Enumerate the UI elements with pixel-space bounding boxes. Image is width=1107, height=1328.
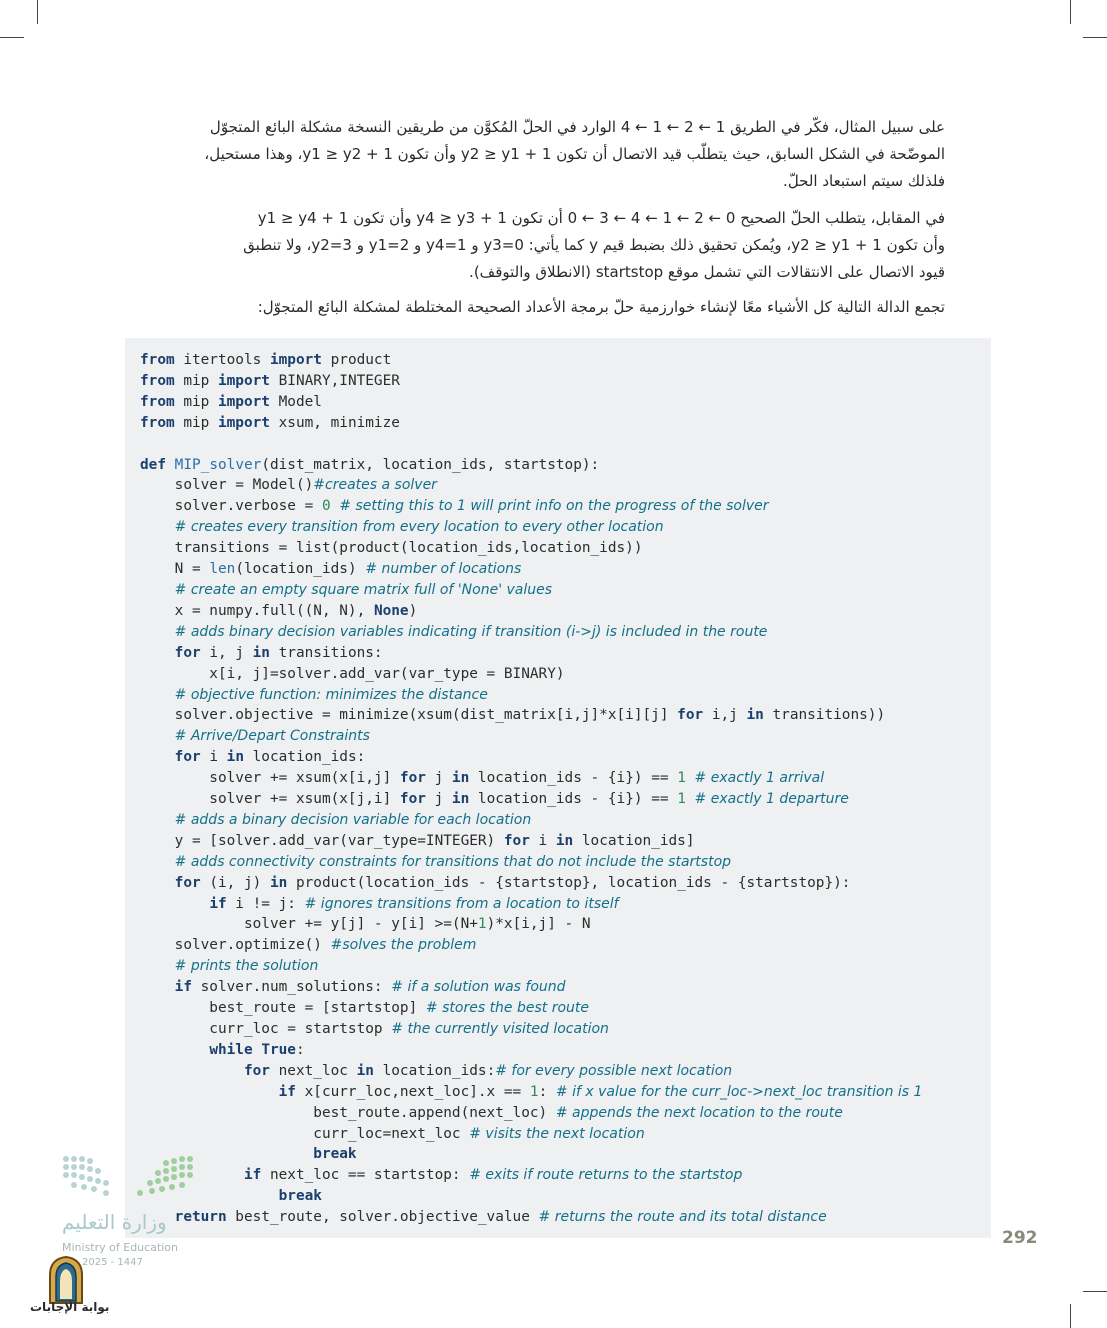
arabic-paragraph-1-line-3: فلذلك سيتم استبعاد الحلّ. [783,172,945,190]
code-line: # creates every transition from every location to every other location [174,519,664,536]
code-line: N = len(location_ids) # number of locations [140,561,522,578]
crop-mark-right-top [1083,37,1107,38]
crop-mark-right-bottom [1083,1291,1107,1292]
code-line: for i in location_ids: [174,749,366,766]
code-line: for (i, j) in product(location_ids - {startstop}, location_ids - {startstop}): [174,874,851,891]
code-line: for i, j in transitions: [174,644,383,661]
code-line: # create an empty square matrix full of 'None' values [174,581,553,598]
code-line: best_route.append(next_loc) # appends the next location to the route [140,1104,843,1121]
code-line: curr_loc=next_loc # visits the next location [140,1125,645,1142]
code-line: # adds binary decision variables indicating if transition (i->j) is included in the route [174,623,768,640]
code-line: return best_route, solver.objective_value # returns the route and its total distance [174,1209,827,1226]
ministry-arabic-name: وزارة التعليم [62,1210,167,1234]
crop-mark-top-right [1070,0,1071,24]
arabic-paragraph-2-line-3: قيود الاتصال على الانتقالات التي تشمل موقع startstop (الانطلاق والتوقف). [469,263,945,281]
code-line: solver += y[j] - y[i] >=(N+1)*x[i,j] - N [140,916,591,933]
code-line: if next_loc == startstop: # exits if route returns to the startstop [243,1167,743,1184]
code-line: if x[curr_loc,next_loc].x == 1: # if x value for the curr_loc->next_loc transition is 1 [278,1083,923,1100]
arabic-paragraph-2: في المقابل، يتطلب الحلّ الصحيح 0 ← 2 ← 1 ← 4 ← 3 ← 0 أن تكون y4 ≥ y3 + 1 وأن تكون y1 ≥ y4 + 1 [257,209,945,227]
code-line: curr_loc = startstop # the currently visited location [140,1021,609,1037]
code-listing [140,350,922,1228]
crop-mark-bottom-right [1070,1304,1071,1328]
arabic-paragraph-3: تجمع الدالة التالية كل الأشياء معًا لإنشاء خوارزمية حلّ برمجة الأعداد الصحيحة المختلطة لمشكلة البائع المتجوّل: [257,298,945,316]
code-line: # adds a binary decision variable for each location [174,811,532,828]
ministry-year: 2025 - 1447 [82,1257,143,1268]
code-line: solver += xsum(x[j,i] for j in location_ids - {i}) == 1 # exactly 1 departure [140,791,849,808]
code-line: # Arrive/Depart Constraints [174,728,370,745]
code-line: # prints the solution [174,958,319,975]
code-line: # adds connectivity constraints for transitions that do not include the startstop [174,853,732,870]
code-line: y = [solver.add_var(var_type=INTEGER) for i in location_ids] [140,832,695,849]
code-line: from itertools import product [140,352,392,368]
code-line: from mip import Model [140,393,322,410]
code-line: for next_loc in location_ids:# for every possible next location [243,1062,733,1079]
arabic-paragraph-1: على سبيل المثال، فكّر في الطريق 1 ← 2 ← 1 ← 4 الوارد في الحلّ المُكوَّن من طريقين النسخة مشكلة البائع المتجوّل [209,118,945,136]
code-line: from mip import BINARY,INTEGER [140,372,400,389]
code-line: def MIP_solver(dist_matrix, location_ids, startstop): [140,456,600,473]
arabic-paragraph-1-line-2: الموضّحة في الشكل السابق، حيث يتطلّب قيد الاتصال أن تكون y2 ≥ y1 + 1 وأن تكون y1 ≥ y2 + 1، وهذا مستحيل، [204,145,945,163]
arabic-paragraph-2-line-2: وأن تكون y2 ≥ y1 + 1، ويُمكن تحقيق ذلك بضبط قيم y كما يأتي: y3=0 و y4=1 و y1=2 و y2=3، ولا تنطبق [243,236,945,254]
code-line: x[i, j]=solver.add_var(var_type = BINARY) [140,665,565,682]
code-line: if i != j: # ignores transitions from a location to itself [209,895,619,912]
code-line: break [313,1146,357,1163]
code-line: from mip import xsum, minimize [140,414,400,431]
code-line: solver.objective = minimize(xsum(dist_matrix[i,j]*x[i][j] for i,j in transitions)) [140,707,886,724]
code-line: while True: [209,1041,305,1058]
code-line: transitions = list(product(location_ids,location_ids)) [140,540,643,557]
ministry-logo-dots [62,1155,197,1200]
code-line: solver.verbose = 0 # setting this to 1 will print info on the progress of the solver [140,498,769,515]
code-line: x = numpy.full((N, N), None) [140,602,418,619]
crop-mark-top-left [37,0,38,24]
code-line: break [278,1188,322,1205]
code-line: solver += xsum(x[i,j] for j in location_ids - {i}) == 1 # exactly 1 arrival [140,770,825,787]
crop-mark-left-top [0,37,24,38]
ministry-english-name: Ministry of Education [62,1241,179,1254]
code-line: if solver.num_solutions: # if a solution was found [174,979,566,996]
code-line: solver = Model()#creates a solver [140,477,437,494]
code-line: # objective function: minimizes the distance [174,686,488,703]
portal-logo-icon [40,1255,92,1305]
page-number: 292 [1002,1228,1038,1248]
code-line: solver.optimize() #solves the problem [140,937,477,954]
code-line: best_route = [startstop] # stores the best route [140,1000,590,1017]
portal-label: بوابة الإجابات [30,1300,110,1314]
